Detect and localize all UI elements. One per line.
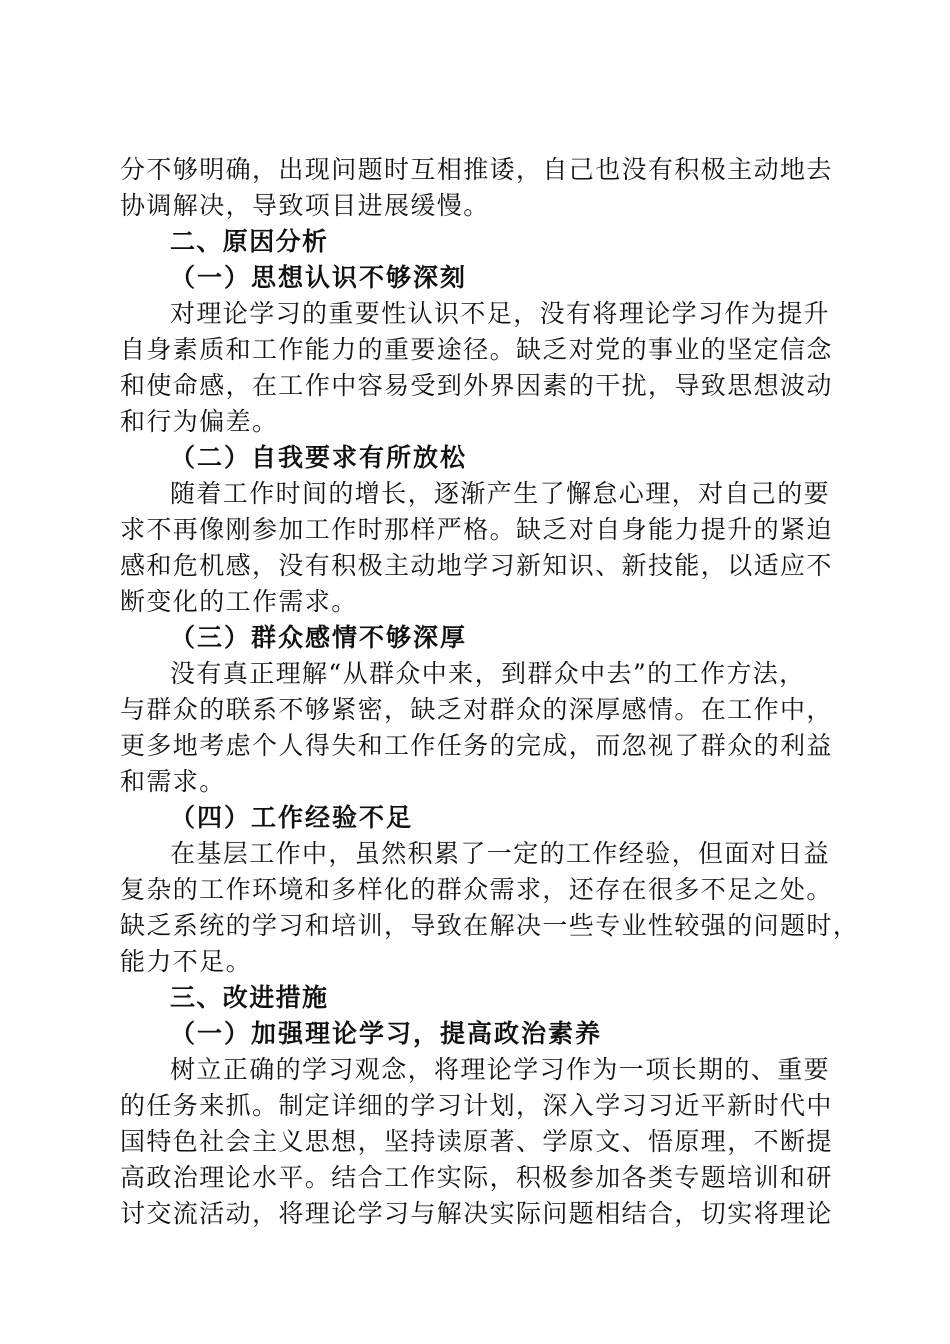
paragraph-line: 在基层工作中，虽然积累了一定的工作经验，但面对日益 (170, 839, 831, 868)
subsection-heading: （一）加强理论学习，提高政治素养 (170, 1019, 603, 1048)
paragraph-line: 高政治理论水平。结合工作实际，积极参加各类专题培训和研 (120, 1163, 833, 1192)
subsection-heading: （四）工作经验不足 (170, 803, 414, 832)
paragraph-line: 树立正确的学习观念，将理论学习作为一项长期的、重要 (170, 1055, 831, 1084)
paragraph-line: 讨交流活动，将理论学习与解决实际问题相结合，切实将理论 (120, 1199, 833, 1228)
paragraph-line: 缺乏系统的学习和培训，导致在解决一些专业性较强的问题时， (120, 911, 860, 940)
subsection-heading: （三）群众感情不够深厚 (170, 623, 468, 652)
paragraph-line: 感和危机感，没有积极主动地学习新知识、新技能，以适应不 (120, 551, 833, 580)
paragraph-line: 随着工作时间的增长，逐渐产生了懈怠心理，对自己的要 (170, 479, 831, 508)
paragraph-line: 和需求。 (120, 767, 226, 796)
paragraph-line: 自身素质和工作能力的重要途径。缺乏对党的事业的坚定信念 (120, 335, 833, 364)
subsection-heading: （二）自我要求有所放松 (170, 443, 468, 472)
paragraph-line: 国特色社会主义思想，坚持读原著、学原文、悟原理，不断提 (120, 1127, 833, 1156)
paragraph-line: 更多地考虑个人得失和工作任务的完成，而忽视了群众的利益 (120, 731, 833, 760)
paragraph-line: 和行为偏差。 (120, 407, 279, 436)
section-heading: 二、原因分析 (170, 227, 329, 256)
paragraph-line: 能力不足。 (120, 947, 253, 976)
paragraph-line: 对理论学习的重要性认识不足，没有将理论学习作为提升 (170, 299, 831, 328)
paragraph-line: 分不够明确，出现问题时互相推诿，自己也没有积极主动地去 (120, 155, 833, 184)
paragraph-line: 没有真正理解“从群众中来，到群众中去”的工作方法， (170, 659, 806, 688)
subsection-heading: （一）思想认识不够深刻 (170, 263, 468, 292)
paragraph-line: 协调解决，导致项目进展缓慢。 (120, 191, 490, 220)
paragraph-line: 和使命感，在工作中容易受到外界因素的干扰，导致思想波动 (120, 371, 833, 400)
section-heading: 三、改进措施 (170, 983, 329, 1012)
paragraph-line: 的任务来抓。制定详细的学习计划，深入学习习近平新时代中 (120, 1091, 833, 1120)
paragraph-line: 断变化的工作需求。 (120, 587, 358, 616)
paragraph-line: 求不再像刚参加工作时那样严格。缺乏对自身能力提升的紧迫 (120, 515, 833, 544)
paragraph-line: 与群众的联系不够紧密，缺乏对群众的深厚感情。在工作中， (120, 695, 833, 724)
paragraph-line: 复杂的工作环境和多样化的群众需求，还存在很多不足之处。 (120, 875, 833, 904)
